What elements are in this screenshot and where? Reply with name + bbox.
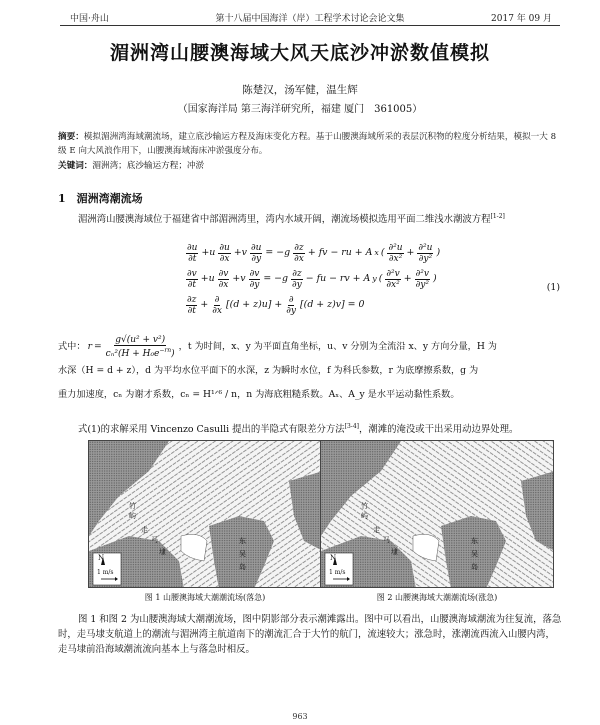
paragraph-1 xyxy=(58,210,562,227)
figure-1-label-7: 吴 xyxy=(239,550,246,558)
keywords xyxy=(58,160,562,172)
where-line-3: 重力加速度，cₙ 为谢才系数，cₙ = H¹ᐟ⁶ / n，n 为海底粗糙系数。Aₓ、A_y 是水平运动黏性系数。 xyxy=(58,389,460,400)
abstract-text: 模拟湄洲湾海域潮流场，建立底沙输运方程及海床变化方程。基于山腰澳海域所采的表层沉积物的粒度分析结果，模拟一大 8 级 E 向大风浪作用下，山腰澳海域海床冲淤强度分布。 xyxy=(58,132,557,156)
equation-system xyxy=(185,240,440,318)
figure-2-north: N xyxy=(330,554,337,562)
figure-1-label-4: 马 xyxy=(151,536,158,544)
abstract-label: 摘要： xyxy=(58,132,84,142)
figure-1-label-6: 东 xyxy=(239,537,246,545)
figure-2-label-8: 岛 xyxy=(471,563,478,571)
paragraph-1-text: 湄洲湾山腰澳海域位于福建省中部湄洲湾里，湾内水域开阔，潮流场模拟选用平面二维浅水潮波方程 xyxy=(78,214,491,226)
header-location: 中国·舟山 xyxy=(70,14,109,24)
paper-affiliation: （国家海洋局 第三海洋研究所，福建 厦门 361005） xyxy=(177,104,423,115)
paragraph-2-text-b: ，潮滩的淹没或干出采用动边界处理。 xyxy=(358,424,519,436)
figure-2-label-7: 吴 xyxy=(471,550,478,558)
figure-1-flow-field xyxy=(88,440,322,588)
figure-2-label-5: 埭 xyxy=(391,548,398,556)
paragraph-2-text-a: 式(1)的求解采用 Vincenzo Casulli 提出的半隐式有限差分方法 xyxy=(78,424,345,436)
figure-2-label-3: 走 xyxy=(373,526,380,534)
equation-number: (1) xyxy=(546,282,560,293)
figure-2-label-4: 马 xyxy=(383,536,390,544)
equation-momentum-x: $\frac{\partial u}{\partial t}$ +u $\frac{\partial u}{\partial x}$ +v $\frac{\partial u}{\partial y}$ = −g $\frac{\partial z}{\partial x}$ + fv − ru + A x ( $\frac{\text{∂²u}}{\text{∂x²}}$ + $\frac{\text{∂²u}}{\text{∂y²}}$ ) xyxy=(187,242,441,264)
page-number: 963 xyxy=(292,712,308,721)
figure-1-label-5: 埭 xyxy=(159,548,166,556)
equation-momentum-y: $\frac{\partial v}{\partial t}$ +u $\frac{\partial v}{\partial x}$ +v $\frac{\partial v}{\partial y}$ = −g $\frac{\partial z}{\partial y}$ − fu − rv + A y ( $\frac{\text{∂²v}}{\text{∂x²}}$ + $\frac{\text{∂²v}}{\text{∂y²}}$ ) xyxy=(187,268,437,290)
figure-1-scale: 1 m/s xyxy=(97,569,114,576)
figure-2-caption: 图 2 山腰澳海域大潮潮流场(涨急) xyxy=(376,593,498,602)
figure-2-label-6: 东 xyxy=(471,537,478,545)
abstract xyxy=(58,130,562,158)
figure-1-map xyxy=(89,441,322,588)
figure-2-label-2: 屿 xyxy=(361,512,368,520)
running-header xyxy=(60,6,560,26)
paragraph-3: 图 1 和图 2 为山腰澳海域大潮潮流场，图中阴影部分表示潮滩露出。图中可以看出，山腰澳海域潮流为往复流，落急时，走马埭支航道上的潮流与湄洲湾主航道南下的潮流汇合于大竹的航门，流速较大；涨急时，涨潮流西流入山腰内湾，走马埭前沿海域潮流流向基本上与落急时相反。 xyxy=(58,614,562,655)
figure-1-label-8: 岛 xyxy=(239,563,246,571)
keywords-label: 关键词： xyxy=(58,161,93,171)
figure-2-scale: 1 m/s xyxy=(329,569,346,576)
figure-1-label-3: 走 xyxy=(141,526,148,534)
figure-2-label-1: 竹 xyxy=(361,502,368,510)
equation-continuity: $\frac{\partial z}{\partial t}$ + $\frac{\partial}{\partial x}$ [(d + z)u] + $\frac{\partial}{\partial y}$ [(d + z)v] = 0 xyxy=(187,294,365,316)
symbol-definitions: 式中： r = $\frac{\text{g√(u² + v²)}}{c_n^2(H + H_0e^{-rn})}$ ，t 为时间，x、y 为平面直角坐标，u、v 分别为全流沿 x、y 方向分量，H 为 水深（H = d + z），d 为平均水位平面下的水深，z 为瞬时水位，f 为科氏参数，r 为底摩擦系数，g 为 重力加速度，cₙ 为谢才系数，cₙ = H¹ᐟ⁶ / n，n 为海底粗糙系数。Aₓ、A_y 是水平运动黏性系数。 xyxy=(58,335,562,407)
where-line-1: ，t 为时间，x、y 为平面直角坐标，u、v 分别为全流沿 x、y 方向分量，H 为 xyxy=(178,341,497,352)
header-proceedings: 第十八届中国海洋（岸）工程学术讨论会论文集 xyxy=(215,14,405,24)
header-date: 2017 年 09 月 xyxy=(491,14,552,24)
figure-2-map xyxy=(321,441,554,588)
paragraph-1-ref: [1-2] xyxy=(490,213,505,220)
figure-1-label-2: 屿 xyxy=(129,512,136,520)
where-prefix: 式中： xyxy=(58,341,86,352)
figure-1-north: N xyxy=(98,554,105,562)
figure-1-caption: 图 1 山腰澳海域大潮潮流场(落急) xyxy=(144,593,266,602)
paragraph-2-ref: [3-4] xyxy=(344,423,359,430)
paper-title: 湄洲湾山腰澳海域大风天底沙冲淤数值模拟 xyxy=(109,42,490,64)
section-heading-1: 1 湄洲湾潮流场 xyxy=(58,192,143,205)
paragraph-2 xyxy=(58,420,562,437)
figure-2-flow-field xyxy=(320,440,554,588)
paper-authors: 陈楚汉，汤军健，温生辉 xyxy=(242,84,358,96)
keywords-text: 湄洲湾；底沙输运方程；冲淤 xyxy=(92,161,205,171)
where-line-2: 水深（H = d + z），d 为平均水位平面下的水深，z 为瞬时水位，f 为科氏参数，r 为底摩擦系数，g 为 xyxy=(58,365,479,376)
figure-1-label-1: 竹 xyxy=(129,502,136,510)
